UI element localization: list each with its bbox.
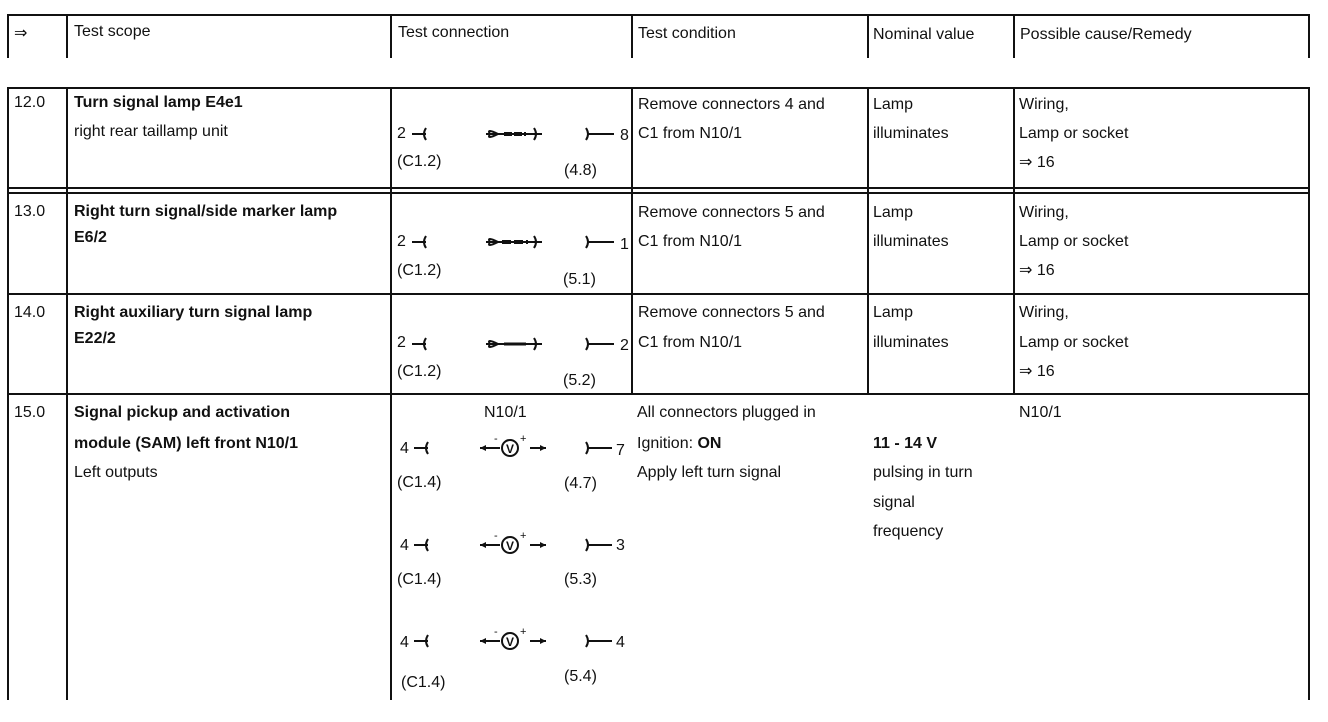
scope-title: Turn signal lamp E4e1 [74, 94, 243, 111]
remedy-line: Lamp or socket [1019, 233, 1129, 250]
conn-left-ref: (C1.4) [397, 474, 442, 491]
conn-left-ref: (C1.4) [401, 674, 446, 691]
minus-sign: - [494, 626, 498, 638]
remedy-line: Wiring, [1019, 204, 1069, 221]
step-number: 13.0 [14, 203, 46, 220]
nominal-line: illuminates [873, 125, 949, 142]
conn-right-pin: 3 [616, 537, 625, 554]
conn-right-pin: 7 [616, 442, 625, 459]
conn-left-pin: 2 [397, 334, 406, 351]
condition-line: Apply left turn signal [637, 464, 782, 481]
conn-right-pin: 1 [620, 236, 629, 253]
conn-left-pin: 4 [400, 537, 409, 554]
header-test-condition: Test condition [638, 25, 736, 42]
remedy-line: Wiring, [1019, 96, 1069, 113]
scope-title: Right turn signal/side marker lamp [74, 203, 338, 220]
condition-ignition [637, 434, 721, 454]
ignition-label: Ignition: [637, 435, 698, 452]
scope-title-line2: module (SAM) left front N10/1 [74, 435, 299, 452]
step-number: 14.0 [14, 304, 46, 321]
lamp-connection-diagram [408, 332, 628, 358]
header-arrow: ⇒ [14, 25, 28, 42]
conn-right-ref: (4.8) [564, 162, 597, 179]
remedy-line: ⇒ 16 [1019, 262, 1055, 279]
conn-left-ref: (C1.2) [397, 153, 442, 170]
conn-right-pin: 4 [616, 634, 625, 651]
header-test-scope: Test scope [74, 23, 151, 40]
lamp-connection-diagram [408, 122, 628, 148]
conn-right-ref: (4.7) [564, 475, 597, 492]
header-nominal-value: Nominal value [873, 26, 975, 43]
remedy-line: ⇒ 16 [1019, 363, 1055, 380]
nominal-line: Lamp [873, 96, 914, 113]
conn-left-pin: 2 [397, 233, 406, 250]
step-number: 12.0 [14, 94, 46, 111]
conn-left-ref: (C1.2) [397, 262, 442, 279]
conn-right-pin: 2 [620, 337, 629, 354]
condition-line: C1 from N10/1 [638, 125, 743, 142]
ignition-value: ON [697, 435, 722, 452]
conn-right-ref: (5.3) [564, 571, 597, 588]
conn-left-pin: 4 [400, 440, 409, 457]
conn-left-ref: (C1.2) [397, 363, 442, 380]
nominal-line: Lamp [873, 204, 914, 221]
conn-right-ref: (5.2) [563, 372, 596, 389]
voltmeter-letter: V [505, 442, 515, 456]
conn-left-pin: 2 [397, 125, 406, 142]
nominal-voltage: 11 - 14 V [873, 435, 938, 452]
lamp-connection-diagram [408, 230, 628, 256]
condition-line: C1 from N10/1 [638, 334, 743, 351]
conn-right-ref: (5.1) [563, 271, 596, 288]
nominal-line: signal [873, 494, 915, 511]
remedy-line: ⇒ 16 [1019, 154, 1055, 171]
condition-line: C1 from N10/1 [638, 233, 743, 250]
minus-sign: - [494, 530, 498, 542]
plus-sign: + [520, 530, 527, 542]
scope-title: Signal pickup and activation [74, 404, 291, 421]
condition-line: Remove connectors 5 and [638, 304, 825, 321]
nominal-line: illuminates [873, 334, 949, 351]
voltmeter-connection-diagram [412, 625, 618, 655]
remedy-line: N10/1 [1019, 404, 1062, 421]
minus-sign: - [494, 433, 498, 445]
scope-subtitle: right rear taillamp unit [74, 123, 228, 140]
condition-line: Remove connectors 4 and [638, 96, 825, 113]
condition-line: Remove connectors 5 and [638, 204, 825, 221]
voltmeter-connection-diagram [412, 529, 618, 559]
step-number: 15.0 [14, 404, 46, 421]
conn-left-pin: 4 [400, 634, 409, 651]
nominal-line: Lamp [873, 304, 914, 321]
remedy-line: Lamp or socket [1019, 125, 1129, 142]
header-cause-remedy: Possible cause/Remedy [1020, 26, 1192, 43]
scope-title-line2: E22/2 [74, 330, 116, 347]
nominal-line: frequency [873, 523, 944, 540]
voltmeter-letter: V [505, 539, 515, 553]
plus-sign: + [520, 433, 527, 445]
conn-right-ref: (5.4) [564, 668, 597, 685]
nominal-line: illuminates [873, 233, 949, 250]
scope-title: Right auxiliary turn signal lamp [74, 304, 313, 321]
condition-line: All connectors plugged in [637, 404, 816, 421]
conn-left-ref: (C1.4) [397, 571, 442, 588]
remedy-line: Lamp or socket [1019, 334, 1129, 351]
connection-title: N10/1 [484, 404, 527, 421]
plus-sign: + [520, 626, 527, 638]
remedy-line: Wiring, [1019, 304, 1069, 321]
conn-right-pin: 8 [620, 127, 629, 144]
scope-subtitle: Left outputs [74, 464, 158, 481]
header-test-connection: Test connection [398, 24, 510, 41]
nominal-line: pulsing in turn [873, 464, 973, 481]
voltmeter-letter: V [505, 635, 515, 649]
voltmeter-connection-diagram [412, 432, 618, 462]
scope-title-line2: E6/2 [74, 229, 107, 246]
